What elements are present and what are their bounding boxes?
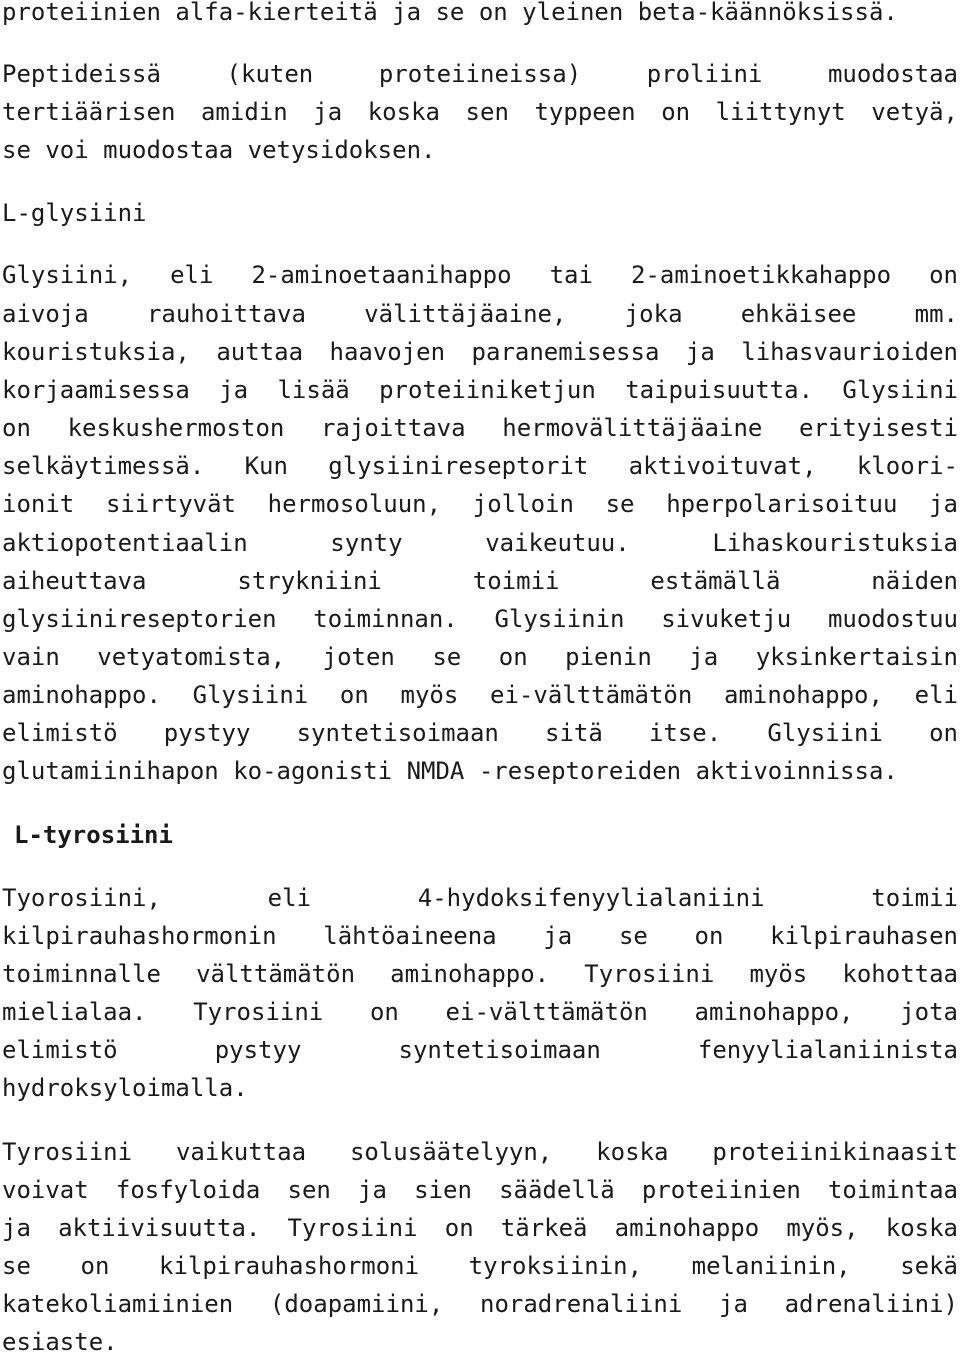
text-line: selkäytimessä. Kun glysiinireseptorit aktivoituvat, kloori- bbox=[2, 452, 958, 480]
text-line: ja aktiivisuutta. Tyrosiini on tärkeä aminohappo myös, koska bbox=[2, 1214, 958, 1242]
text-line: vain vetyatomista, joten se on pienin ja yksinkertaisin bbox=[2, 643, 958, 671]
text-line: aiheuttava strykniini toimii estämällä näiden bbox=[2, 567, 958, 595]
text-line: elimistö pystyy syntetisoimaan sitä itse. Glysiini on bbox=[2, 719, 958, 747]
text-line: katekoliamiinien (doapamiini, noradrenaliini ja adrenaliini) bbox=[2, 1290, 958, 1318]
text-line: glutamiinihapon ko-agonisti NMDA -reseptoreiden aktivoinnissa. bbox=[2, 757, 898, 785]
section-heading-tyrosiini: L-tyrosiini bbox=[14, 821, 173, 849]
text-line: on keskushermoston rajoittava hermovälittäjäaine erityisesti bbox=[2, 414, 958, 442]
text-line: glysiinireseptorien toiminnan. Glysiinin sivuketju muodostuu bbox=[2, 605, 958, 633]
text-line: aivoja rauhoittava välittäjäaine, joka ehkäisee mm. bbox=[2, 300, 958, 328]
text-line: se voi muodostaa vetysidoksen. bbox=[2, 136, 436, 164]
text-line: Peptideissä (kuten proteiineissa) proliini muodostaa bbox=[2, 60, 958, 88]
text-line: voivat fosfyloida sen ja sien säädellä proteiinien toimintaa bbox=[2, 1176, 958, 1204]
text-line: korjaamisessa ja lisää proteiiniketjun taipuisuutta. Glysiini bbox=[2, 376, 958, 404]
text-line: tertiäärisen amidin ja koska sen typpeen on liittynyt vetyä, bbox=[2, 98, 958, 126]
text-line: Tyrosiini vaikuttaa solusäätelyyn, koska proteiinikinaasit bbox=[2, 1138, 958, 1166]
text-line: mielialaa. Tyrosiini on ei-välttämätön aminohappo, jota bbox=[2, 998, 958, 1026]
text-line: kilpirauhashormonin lähtöaineena ja se on kilpirauhasen bbox=[2, 922, 958, 950]
text-line: kouristuksia, auttaa haavojen paranemisessa ja lihasvaurioiden bbox=[2, 338, 958, 366]
text-line: proteiinien alfa-kierteitä ja se on yleinen beta-käännöksissä. bbox=[2, 0, 898, 26]
text-line: esiaste. bbox=[2, 1328, 118, 1356]
section-heading-glysiini: L-glysiini bbox=[2, 199, 147, 227]
text-line: aktiopotentiaalin synty vaikeutuu. Lihaskouristuksia bbox=[2, 529, 958, 557]
text-line: Glysiini, eli 2-aminoetaanihappo tai 2-aminoetikkahappo on bbox=[2, 261, 958, 289]
text-line: Tyorosiini, eli 4-hydoksifenyylialaniini toimii bbox=[2, 884, 958, 912]
text-line: aminohappo. Glysiini on myös ei-välttämätön aminohappo, eli bbox=[2, 681, 958, 709]
text-line: toiminnalle välttämätön aminohappo. Tyrosiini myös kohottaa bbox=[2, 960, 958, 988]
text-line: se on kilpirauhashormoni tyroksiinin, melaniinin, sekä bbox=[2, 1252, 958, 1280]
text-line: elimistö pystyy syntetisoimaan fenyylialaniinista bbox=[2, 1036, 958, 1064]
text-line: ionit siirtyvät hermosoluun, jolloin se hperpolarisoituu ja bbox=[2, 490, 958, 518]
text-line: hydroksyloimalla. bbox=[2, 1074, 248, 1102]
